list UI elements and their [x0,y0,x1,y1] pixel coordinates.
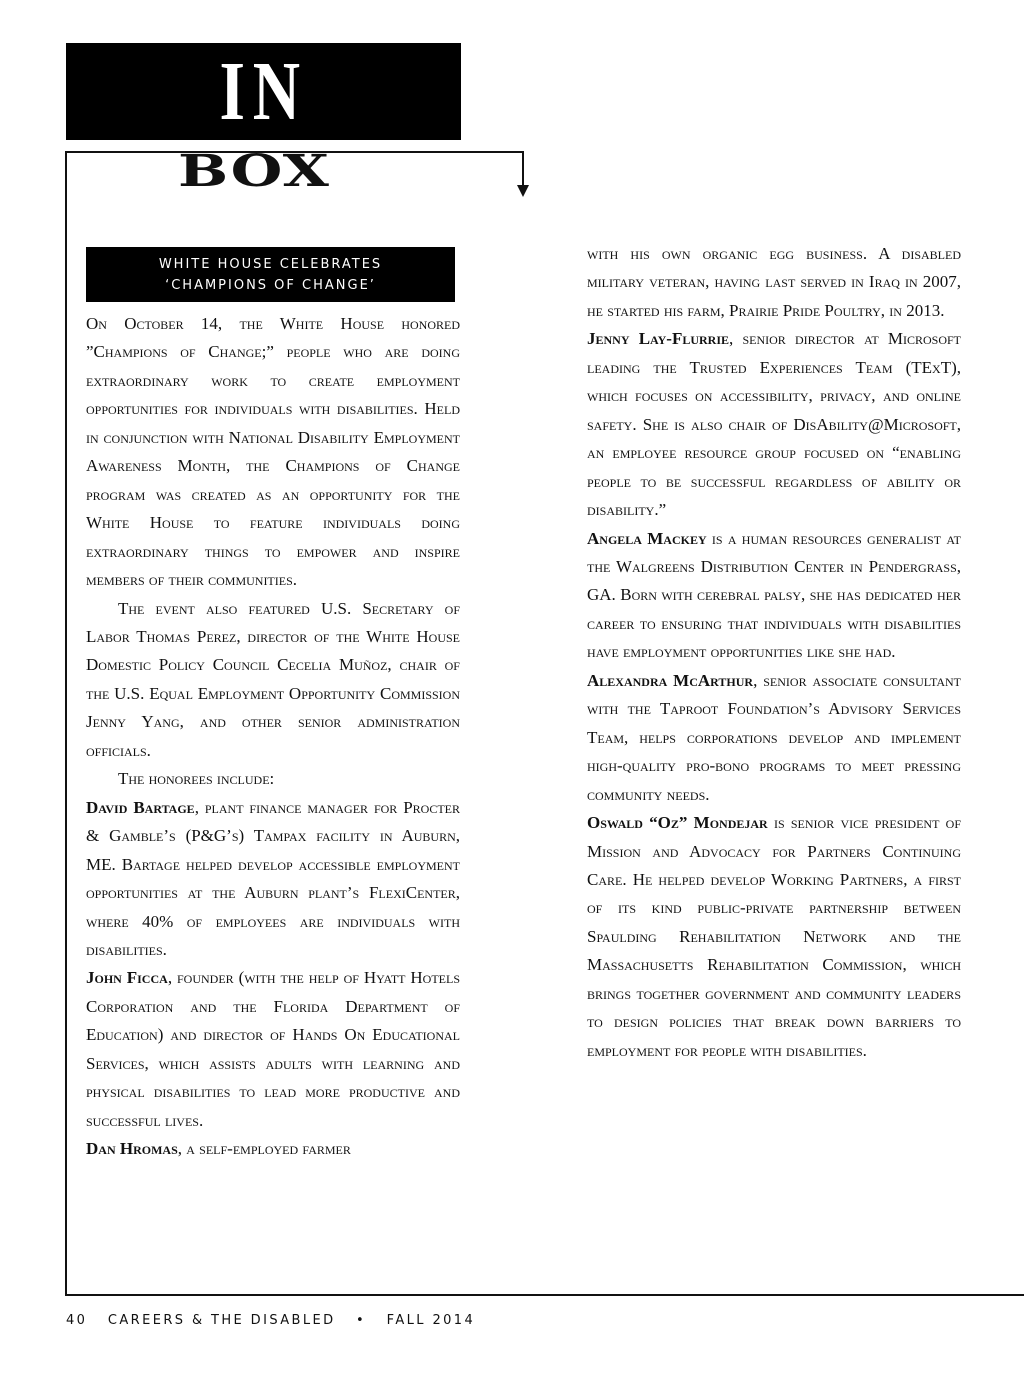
honoree-name: Alexandra McArthur [587,670,754,690]
honoree-bartage [86,794,460,965]
honoree-name: Dan Hromas [86,1139,178,1159]
page-number: 40 [66,1313,88,1328]
magazine-name: CAREERS & THE DISABLED [107,1313,336,1328]
article-headline [86,247,455,302]
honoree-lay-flurrie [587,325,961,524]
honoree-name: Oswald “Oz” Mondejar [587,813,768,833]
box-title: BOX [178,146,331,197]
honoree-text: is senior vice president of Mission and Advocacy for Partners Continuing Care. He helped develop Working Partners, a first of its kind public-private partnership between Spaulding Rehabilitation Network and the Massachusetts Rehabilitation Commission, which brings together government and community leaders to design policies that break down barriers to employment for people with disabilities. [587,813,961,1060]
honoree-name: David Bartage [86,797,195,817]
honoree-text: is a human resources generalist at the Walgreens Distribution Center in Pendergrass, GA. Born with cerebral palsy, she has dedicated her career to ensuring that individuals with disabilities have employment opportunities like she had. [587,528,961,662]
frame-bottom-rule [65,1294,1024,1296]
honoree-mackey [587,525,961,667]
honoree-name: Jenny Lay-Flurrie [587,329,729,349]
honoree-text: , a self-employed farmer [177,1139,351,1159]
right-column [587,240,961,1065]
honorees-intro: The honorees include: [118,769,275,789]
in-title: IN [219,44,308,138]
honoree-hromas [86,1135,460,1163]
arrow-down-icon [517,185,529,197]
honoree-text: , senior director at Microsoft leading the Trusted Experiences Team (TExT), which focuses on accessibility, privacy, and online safety. She is also chair of DisAbility@Microsoft, an employee resource group focused on “enabling people to be successful regardless of ability or disability.” [587,329,961,520]
frame-left-rule [65,151,67,1295]
issue-date: FALL 2014 [386,1313,476,1328]
honoree-ficca [86,964,460,1135]
honoree-text: , founder (with the help of Hyatt Hotels Corporation and the Florida Department of Education) and director of Hands On Educational Services, which assists adults with learning and physical disabilities to lead more productive and successful lives. [86,968,460,1130]
honoree-mcarthur [587,667,961,809]
event-paragraph: The event also featured U.S. Secretary of Labor Thomas Perez, director of the White House Domestic Policy Council Cecelia Muñoz, chair of the U.S. Equal Employment Opportunity Commission Jenny Yang, and other senior administration officials. [86,598,460,760]
honoree-name: John Ficca [86,968,168,988]
honoree-text: , plant finance manager for Procter & Gamble’s (P&G’s) Tampax facility in Auburn, ME. Bartage helped develop accessible employment opportunities at the Auburn plant’s FlexiCenter, where 40% of employees are individuals with disabilities. [86,797,460,959]
frame-arrow-stem [522,151,524,187]
intro-paragraph: On October 14, the White House honored ”Champions of Change;” people who are doing extraordinary work to create employment opportunities for individuals with disabilities. Held in conjunction with National Disability Employment Awareness Month, the Champions of Change program was created as an opportunity for the White House to feature individuals doing extraordinary things to empower and inspire members of their communities. [86,314,460,590]
honoree-text: , senior associate consultant with the Taproot Foundation’s Advisory Services Team, helps corporations develop and implement high-quality pro-bono programs to meet pressing community needs. [587,670,961,804]
honoree-hromas-continued: with his own organic egg business. A disabled military veteran, having last served in Iraq in 2007, he started his farm, Prairie Pride Poultry, in 2013. [587,244,961,320]
honoree-mondejar [587,809,961,1065]
headline-line-2: ‘CHAMPIONS OF CHANGE’ [165,277,376,293]
left-column [86,310,460,1164]
page-footer [66,1313,666,1328]
frame-top-rule [65,151,523,153]
in-header-bar [66,43,461,140]
honoree-name: Angela Mackey [587,528,707,548]
headline-line-1: WHITE HOUSE CELEBRATES [158,256,383,272]
footer-bullet: • [356,1313,367,1328]
